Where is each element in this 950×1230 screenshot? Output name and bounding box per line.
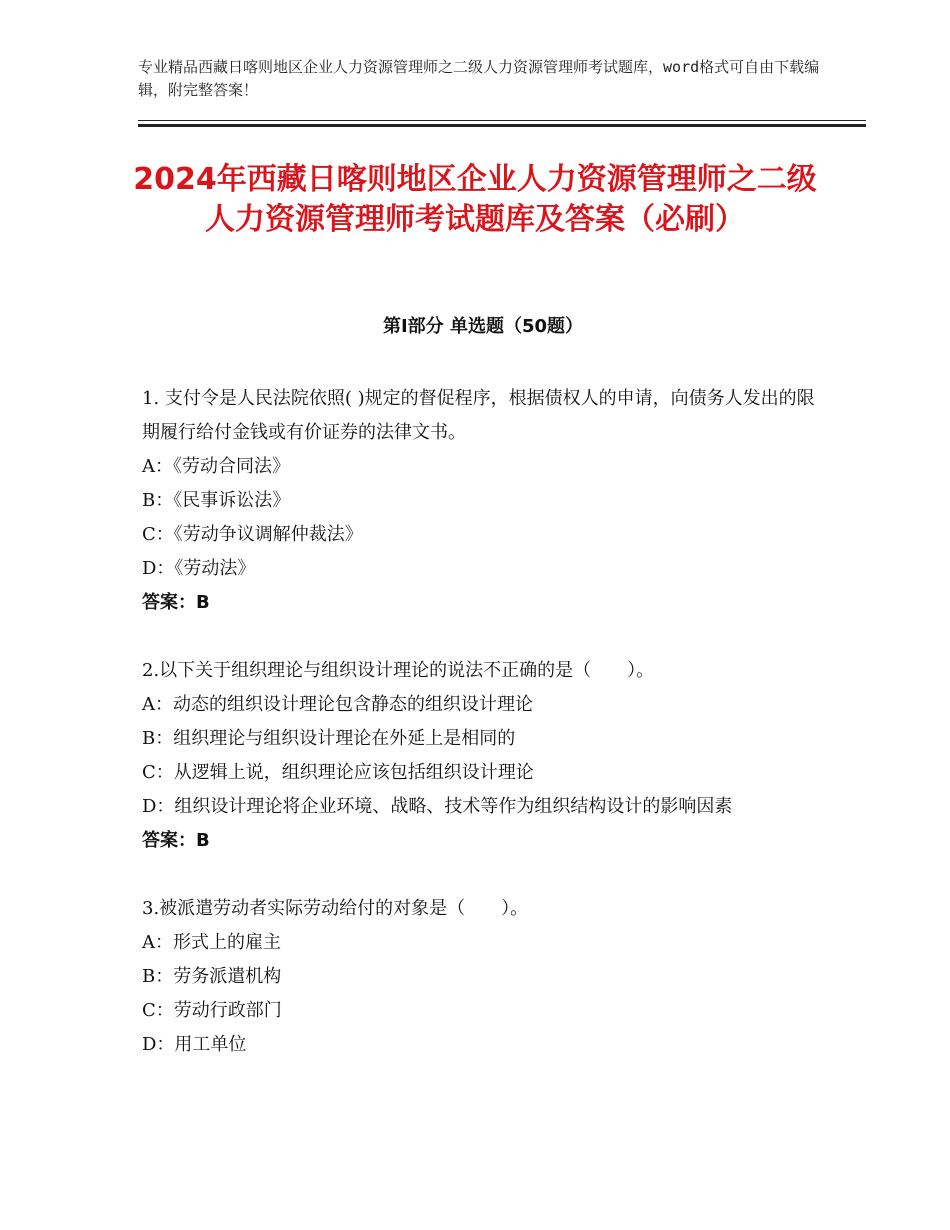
option-d: D：组织设计理论将企业环境、战略、技术等作为组织结构设计的影响因素 xyxy=(142,796,733,817)
answer-label: 答案：B xyxy=(142,592,210,613)
question-stem: 1. 支付令是人民法院依照( )规定的督促程序，根据债权人的申请，向债务人发出的限期履行给付金钱或有价证券的法律文书。 xyxy=(142,388,815,443)
document-title: 2024年西藏日喀则地区企业人力资源管理师之二级人力资源管理师考试题库及答案（必刷） xyxy=(133,162,817,237)
option-d: D：《劳动法》 xyxy=(142,558,256,579)
header-divider xyxy=(138,120,866,127)
option-a: A：动态的组织设计理论包含静态的组织设计理论 xyxy=(142,694,533,715)
question-3 xyxy=(142,892,832,1062)
option-b: B：劳务派遣机构 xyxy=(142,966,282,987)
question-stem: 3.被派遣劳动者实际劳动给付的对象是（ ）。 xyxy=(142,898,529,919)
option-c: C：《劳动争议调解仲裁法》 xyxy=(142,524,363,545)
option-a: A：形式上的雇主 xyxy=(142,932,281,953)
question-2 xyxy=(142,654,832,858)
answer-label: 答案：B xyxy=(142,830,210,851)
question-list xyxy=(142,382,832,1096)
question-stem: 2.以下关于组织理论与组织设计理论的说法不正确的是（ ）。 xyxy=(142,660,655,681)
option-c: C：从逻辑上说，组织理论应该包括组织设计理论 xyxy=(142,762,534,783)
option-c: C：劳动行政部门 xyxy=(142,1000,282,1021)
option-d: D：用工单位 xyxy=(142,1034,247,1055)
header-note: 专业精品西藏日喀则地区企业人力资源管理师之二级人力资源管理师考试题库，word格式可自由下载编辑，附完整答案！ xyxy=(138,58,820,99)
section-title: 第Ⅰ部分 单选题（50题） xyxy=(382,316,583,337)
option-b: B：《民事诉讼法》 xyxy=(142,490,291,511)
question-1 xyxy=(142,382,832,620)
option-b: B：组织理论与组织设计理论在外延上是相同的 xyxy=(142,728,516,749)
option-a: A：《劳动合同法》 xyxy=(142,456,290,477)
